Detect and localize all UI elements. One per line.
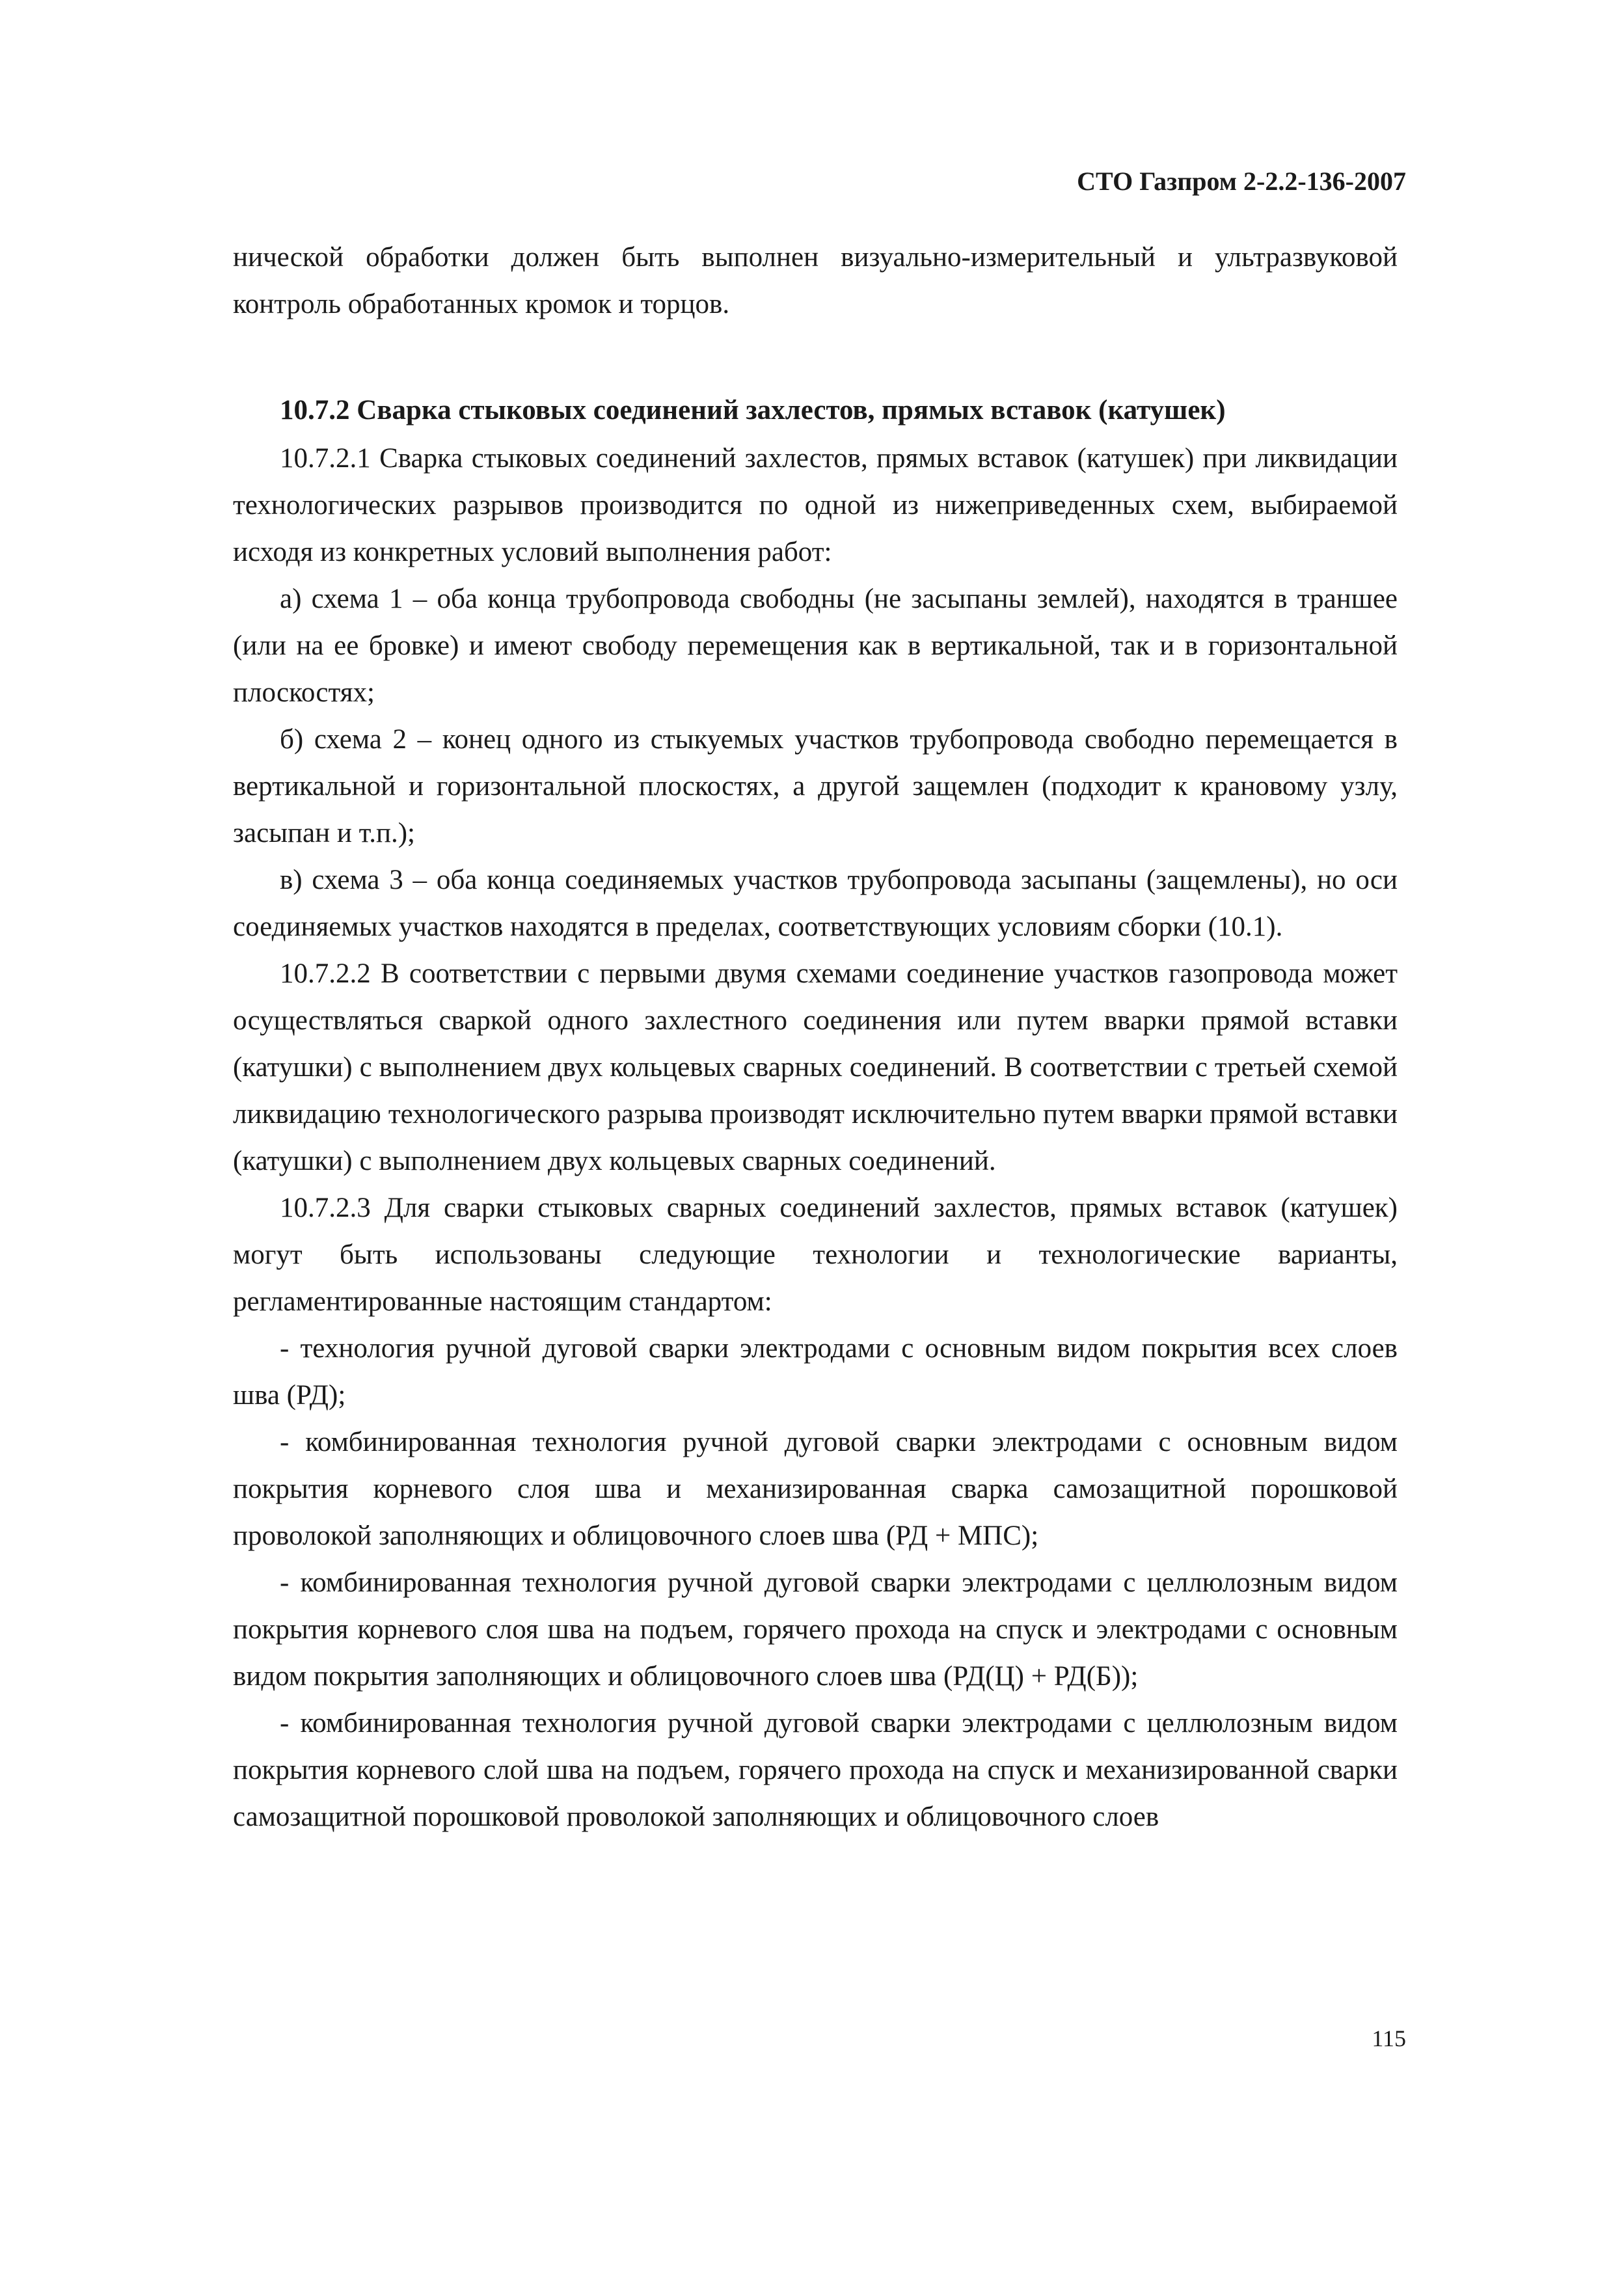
scheme-a-item: а) схема 1 – оба конца трубопровода свободны (не засыпаны землей), находятся в траншее (или на ее бровке) и имеют свободу перемещения как в вертикальной, так и в горизонтальной плоскостях; [233,584,1398,708]
clause-10-7-2-3: 10.7.2.3 Для сварки стыковых сварных соединений захлестов, прямых вставок (катушек) могут быть использованы следующие технологии и технологические варианты, регламентированные настоящим стандартом: [233,1193,1398,1317]
page-number: 115 [1372,2025,1406,2051]
clause-10-7-2-2: 10.7.2.2 В соответствии с первыми двумя схемами соединение участков газопровода может осуществляться сваркой одного захлестного соединения или путем вварки прямой вставки (катушки) с выполнением двух кольцевых сварных соединений. В соответствии с третьей схемой ликвидацию технологического разрыва производят исключительно путем вварки прямой вставки (катушки) с выполнением двух кольцевых сварных соединений. [233,958,1398,1176]
technology-item-4: - комбинированная технология ручной дуговой сварки электродами с целлюлозным видом покрытия корневого слой шва на подъем, горячего прохода на спуск и механизированной сварки самозащитной порошковой проволокой заполняющих и облицовочного слоев [233,1708,1398,1832]
technology-item-1: - технология ручной дуговой сварки электродами с основным видом покрытия всех слоев шва (РД); [233,1333,1398,1411]
intro-block [233,234,1398,328]
technology-item-2: - комбинированная технология ручной дуговой сварки электродами с основным видом покрытия корневого слоя шва и механизированная сварка самозащитной порошковой проволокой заполняющих и облицовочного слоев шва (РД + МПС); [233,1427,1398,1551]
scheme-b-item: б) схема 2 – конец одного из стыкуемых участков трубопровода свободно перемещается в вертикальной и горизонтальной плоскостях, а другой защемлен (подходит к крановому узлу, засыпан и т.п.); [233,724,1398,848]
section-heading-10-7-2: 10.7.2 Сварка стыковых соединений захлестов, прямых вставок (катушек) [280,395,1226,426]
technology-item-3: - комбинированная технология ручной дуговой сварки электродами с целлюлозным видом покрытия корневого слоя шва на подъем, горячего прохода на спуск и электродами с основным видом покрытия заполняющих и облицовочного слоев шва (РД(Ц) + РД(Б)); [233,1567,1398,1692]
clause-10-7-2-1: 10.7.2.1 Сварка стыковых соединений захлестов, прямых вставок (катушек) при ликвидации технологических разрывов производится по одной из нижеприведенных схем, выбираемой исходя из конкретных условий выполнения работ: [233,443,1398,567]
scheme-c-item: в) схема 3 – оба конца соединяемых участков трубопровода засыпаны (защемлены), но оси соединяемых участков находятся в пределах, соответствующих условиям сборки (10.1). [233,865,1398,942]
document-id-header: СТО Газпром 2-2.2-136-2007 [1077,167,1406,196]
section-body [233,435,1398,1841]
intro-paragraph: нической обработки должен быть выполнен визуально-измерительный и ультразвуковой контроль обработанных кромок и торцов. [233,242,1398,319]
